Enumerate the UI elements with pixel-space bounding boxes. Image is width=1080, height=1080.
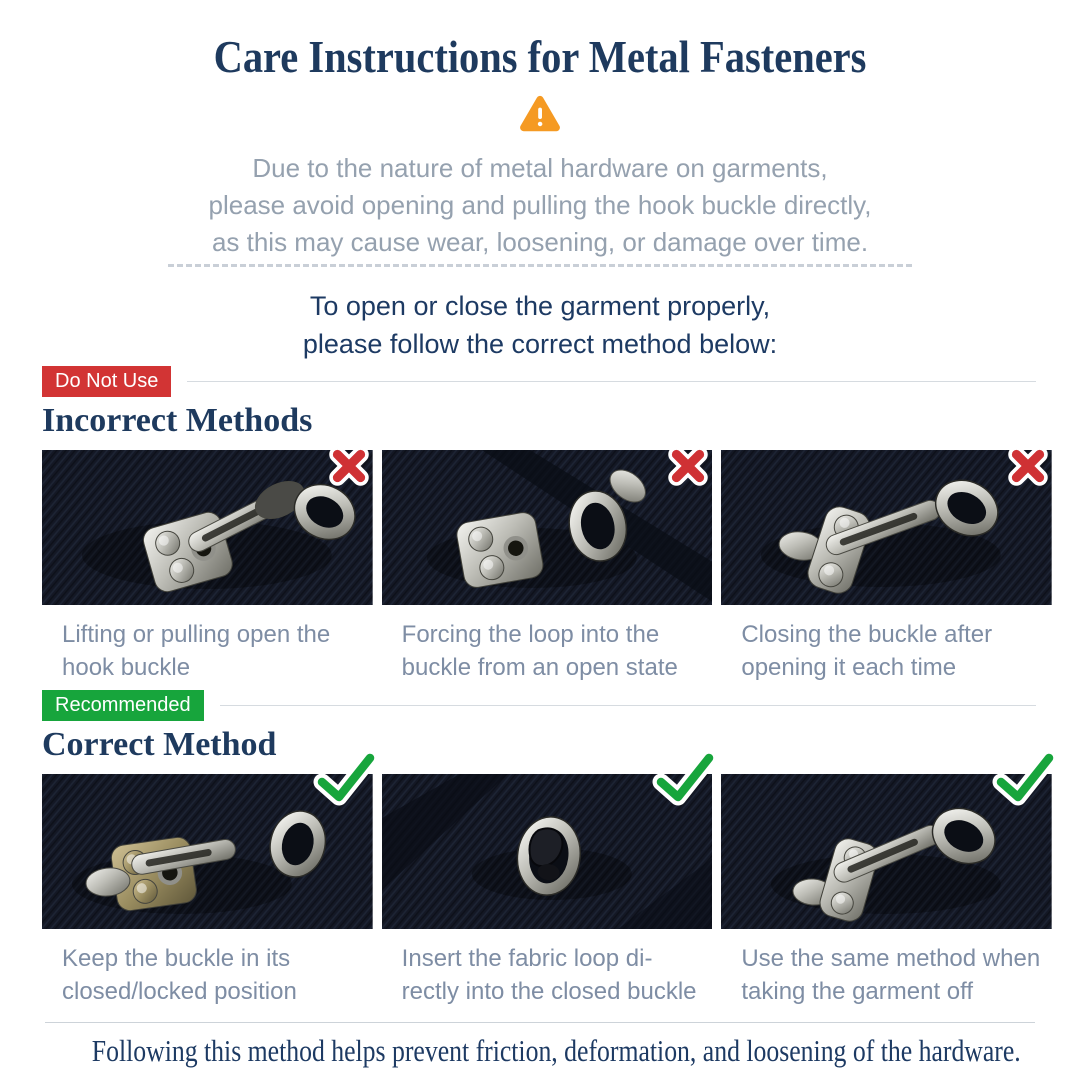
header-rule	[187, 381, 1036, 382]
caption-line: Closing the buckle after	[741, 621, 993, 648]
recommended-badge: Recommended	[42, 690, 204, 721]
section-header	[42, 366, 1052, 397]
incorrect-methods-heading: Incorrect Methods	[42, 402, 313, 439]
incorrect-card-1	[42, 450, 373, 684]
correct-method-heading: Correct Method	[42, 726, 277, 763]
correct-card-2	[382, 774, 713, 1008]
footer-text: Following this method helps prevent friction, deformation, and loosening of the hardware.	[91, 1033, 1021, 1068]
caption-line: Forcing the loop into the	[401, 621, 660, 648]
caption-line: Use the same method when	[741, 945, 1041, 972]
warning-triangle-icon	[519, 95, 561, 138]
do-not-use-badge: Do Not Use	[42, 366, 171, 397]
card-caption	[741, 618, 1052, 684]
intro-line: To open or close the garment properly,	[309, 291, 771, 321]
notice-line: please avoid opening and pulling the hook buckle directly,	[208, 190, 872, 220]
card-caption	[402, 942, 713, 1008]
check-icon	[308, 747, 380, 807]
check-icon	[647, 747, 719, 807]
caption-line: Insert the fabric loop di-	[401, 945, 653, 972]
caption-line: opening it each time	[741, 654, 957, 681]
card-caption	[741, 942, 1052, 1008]
hardware-notice-text	[0, 150, 1080, 261]
notice-line: Due to the nature of metal hardware on garments,	[252, 153, 828, 183]
correct-cards-row	[42, 774, 1052, 1008]
caption-line: taking the garment off	[741, 978, 974, 1005]
intro-text	[0, 287, 1080, 363]
section-header	[42, 690, 1052, 721]
page-title: Care Instructions for Metal Fasteners	[213, 31, 867, 82]
cross-icon	[322, 440, 376, 492]
caption-line: Lifting or pulling open the	[62, 621, 331, 648]
header-rule	[220, 705, 1036, 706]
correct-card-1	[42, 774, 373, 1008]
card-caption	[402, 618, 713, 684]
footer-divider	[45, 1022, 1035, 1023]
incorrect-cards-row	[42, 450, 1052, 684]
cross-icon	[1001, 440, 1055, 492]
caption-line: buckle from an open state	[401, 654, 678, 681]
dashed-divider	[168, 264, 912, 267]
card-caption	[62, 942, 373, 1008]
section-incorrect-methods	[42, 366, 1052, 684]
check-icon	[987, 747, 1059, 807]
notice-line: as this may cause wear, loosening, or damage over time.	[211, 227, 869, 257]
intro-line: please follow the correct method below:	[302, 329, 778, 359]
caption-line: Keep the buckle in its	[62, 945, 291, 972]
caption-line: closed/locked position	[62, 978, 297, 1005]
incorrect-card-2	[382, 450, 713, 684]
caption-line: rectly into the closed buckle	[401, 978, 697, 1005]
card-caption	[62, 618, 373, 684]
cross-icon	[661, 440, 715, 492]
incorrect-card-3	[721, 450, 1052, 684]
caption-line: hook buckle	[62, 654, 191, 681]
correct-card-3	[721, 774, 1052, 1008]
section-correct-method	[42, 690, 1052, 1008]
